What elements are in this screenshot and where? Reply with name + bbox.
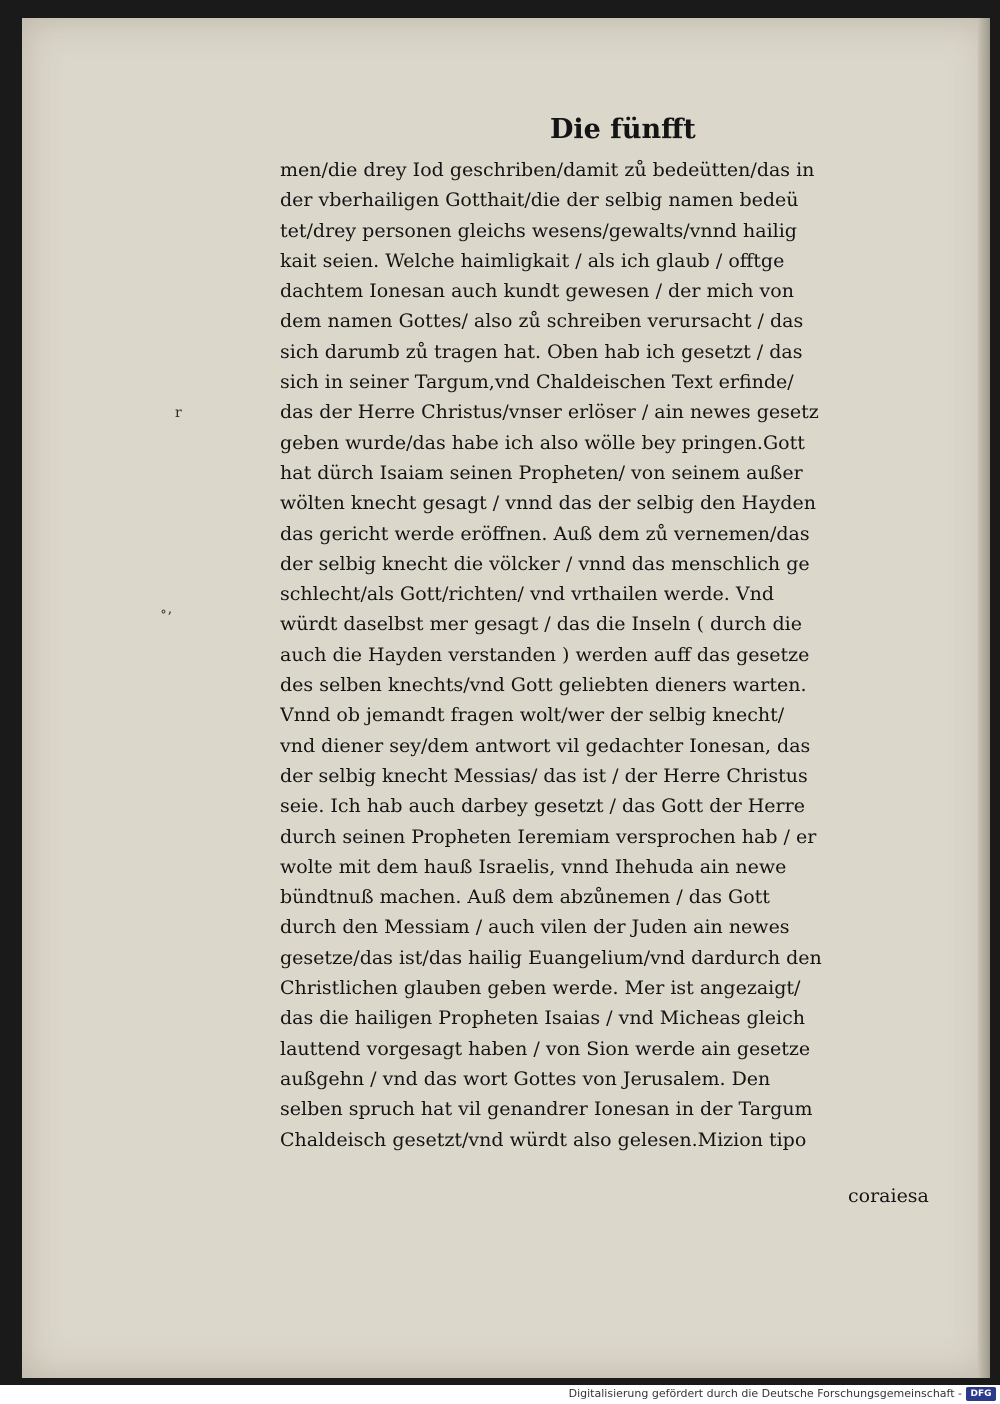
text-line: sich darumb zů tragen hat. Oben hab ich gesetzt / das xyxy=(280,340,803,363)
text-line: würdt daselbst mer gesagt / das die Inseln ( durch die xyxy=(280,613,802,636)
text-line: das die hailigen Propheten Isaias / vnd Micheas gleich xyxy=(280,1007,805,1030)
text-line: dachtem Ionesan auch kundt gewesen / der mich von xyxy=(280,280,794,303)
text-line: der selbig knecht die völcker / vnnd das menschlich ge xyxy=(280,552,810,575)
page-edge xyxy=(978,18,990,1378)
text-line: hat dürch Isaiam seinen Propheten/ von seinem außer xyxy=(280,461,803,484)
text-line: das gericht werde eröffnen. Auß dem zů vernemen/das xyxy=(280,522,810,545)
text-line: geben wurde/das habe ich also wölle bey pringen.Gott xyxy=(280,431,805,454)
text-line: wölten knecht gesagt / vnnd das der selbig den Hayden xyxy=(280,492,816,515)
text-line: durch seinen Propheten Ieremiam versprochen hab / er xyxy=(280,825,817,848)
text-line: schlecht/als Gott/richten/ vnd vrthailen werde. Vnd xyxy=(280,583,774,606)
catchword: coraiesa xyxy=(848,1185,929,1207)
text-line: kait seien. Welche haimligkait / als ich glaub / offtge xyxy=(280,249,785,272)
text-line: seie. Ich hab auch darbey gesetzt / das Gott der Herre xyxy=(280,795,805,818)
text-line: tet/drey personen gleichs wesens/gewalts/vnnd hailig xyxy=(280,219,797,242)
text-line: Vnnd ob jemandt fragen wolt/wer der selbig knecht/ xyxy=(280,704,785,727)
text-line: sich in seiner Targum,vnd Chaldeischen Text erfinde/ xyxy=(280,371,794,394)
text-line: der vberhailigen Gotthait/die der selbig namen bedeü xyxy=(280,189,799,212)
text-line: vnd diener sey/dem antwort vil gedachter Ionesan, das xyxy=(280,734,811,757)
text-line: gesetze/das ist/das hailig Euangelium/vnd dardurch den xyxy=(280,946,822,969)
text-line: selben spruch hat vil genandrer Ionesan in der Targum xyxy=(280,1098,813,1121)
margin-mark: ˚ʼ xyxy=(160,610,172,626)
text-line: bündtnuß machen. Auß dem abzůnemen / das Gott xyxy=(280,886,770,909)
funding-credit: Digitalisierung gefördert durch die Deutsche Forschungsgemeinschaft - xyxy=(568,1387,962,1400)
text-line: dem namen Gottes/ also zů schreiben verursacht / das xyxy=(280,310,804,333)
text-line: lauttend vorgesagt haben / von Sion werde ain gesetze xyxy=(280,1037,811,1060)
text-line: men/die drey Iod geschriben/damit zů bedeütten/das in xyxy=(280,159,815,181)
text-line: außgehn / vnd das wort Gottes von Jerusalem. Den xyxy=(280,1067,771,1090)
text-line: durch den Messiam / auch vilen der Juden ain newes xyxy=(280,916,790,939)
text-line: auch die Hayden verstanden ) werden auff das gesetze xyxy=(280,643,810,666)
text-line: des selben knechts/vnd Gott geliebten dieners warten. xyxy=(280,674,807,697)
text-line: wolte mit dem hauß Israelis, vnnd Ihehuda ain newe xyxy=(280,855,787,878)
footer-bar xyxy=(0,1385,1000,1404)
text-line: der selbig knecht Messias/ das ist / der Herre Christus xyxy=(280,764,808,787)
text-line: Christlichen glauben geben werde. Mer ist angezaigt/ xyxy=(280,977,801,1000)
margin-mark: r xyxy=(175,405,182,421)
page-text xyxy=(280,155,960,1155)
running-head: Die fünfft xyxy=(550,114,696,145)
dfg-logo-icon: DFG xyxy=(966,1387,996,1401)
text-line: Chaldeisch gesetzt/vnd würdt also gelesen.Mizion tipo xyxy=(280,1128,807,1151)
text-line: das der Herre Christus/vnser erlöser / ain newes gesetz xyxy=(280,401,819,424)
